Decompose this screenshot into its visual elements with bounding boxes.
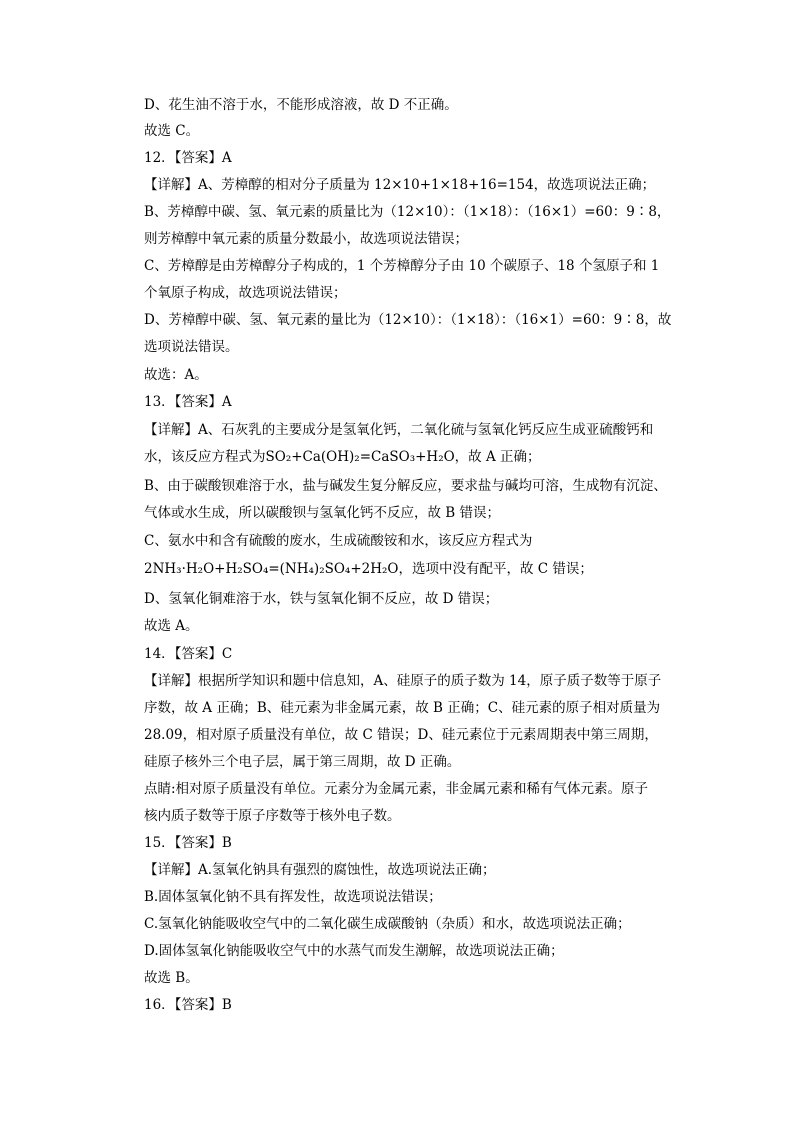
answer-heading: 13．【答案】A <box>144 394 232 410</box>
text-line: C、氨水中和含有硫酸的废水，生成硫酸铵和水，该反应方程式为 <box>144 533 533 549</box>
equation-line: 2NH₃·H₂O+H₂SO₄=(NH₄)₂SO₄+2H₂O，选项中没有配平，故 C 错误； <box>144 561 593 577</box>
text-line: B.固体氢氧化钠不具有挥发性，故选项说法错误； <box>144 889 442 905</box>
answer-heading: 14．【答案】C <box>144 646 233 662</box>
equation-line: 水，该反应方程式为SO₂+Ca(OH)₂=CaSO₃+H₂O，故 A 正确； <box>144 449 541 465</box>
answer-heading: 16．【答案】B <box>144 997 232 1013</box>
text-line: 故选 A。 <box>144 618 199 634</box>
text-line: 故选 B。 <box>144 970 199 986</box>
text-line: C、芳樟醇是由芳樟醇分子构成的，1 个芳樟醇分子由 10 个碳原子、18 个氢原子和 1 <box>144 258 660 274</box>
text-line: 【详解】根据所学知识和题中信息知，A、硅原子的质子数为 14，原子质子数等于原子 <box>144 673 662 689</box>
text-line: 【详解】A.氢氧化钠具有强烈的腐蚀性，故选项说法正确； <box>144 862 496 878</box>
text-line: 序数，故 A 正确；B、硅元素为非金属元素，故 B 正确；C、硅元素的原子相对质量为 <box>144 700 661 716</box>
text-line: D.固体氢氧化钠能吸收空气中的水蒸气而发生潮解，故选项说法正确； <box>144 943 564 959</box>
answer-heading: 12．【答案】A <box>144 150 232 166</box>
text-line: 【详解】A、石灰乳的主要成分是氢氧化钙，二氧化硫与氢氧化钙反应生成亚硫酸钙和 <box>144 422 654 438</box>
text-line: 【详解】A、芳樟醇的相对分子质量为 12×10+1×18+16=154，故选项说法正确； <box>144 177 656 193</box>
text-line: D、芳樟醇中碳、氢、氧元素的量比为（12×10）：（1×18）：（16×1）=60：9∶8，故 <box>144 312 672 328</box>
text-line: 个氧原子构成，故选项说法错误； <box>144 285 347 301</box>
text-line: 点睛:相对原子质量没有单位。元素分为金属元素，非金属元素和稀有气体元素。原子 <box>144 781 649 797</box>
text-line: 28.09，相对原子质量没有单位，故 C 错误；D、硅元素位于元素周期表中第三周期， <box>144 727 658 743</box>
text-line: D、氢氧化铜难溶于水，铁与氢氧化铜不反应，故 D 错误； <box>144 591 499 607</box>
answer-heading: 15．【答案】B <box>144 835 232 851</box>
text-line: 硅原子核外三个电子层，属于第三周期，故 D 正确。 <box>144 754 461 770</box>
text-line: 核内质子数等于原子序数等于核外电子数。 <box>144 808 401 824</box>
text-line: B、由于碳酸钡难溶于水，盐与碱发生复分解反应，要求盐与碱均可溶，生成物有沉淀、 <box>144 478 667 494</box>
text-line: C.氢氧化钠能吸收空气中的二氧化碳生成碳酸钠（杂质）和水，故选项说法正确； <box>144 916 631 932</box>
text-line: B、芳樟醇中碳、氢、氧元素的质量比为（12×10）：（1×18）：（16×1）=60：9∶8， <box>144 204 671 220</box>
text-line: D、花生油不溶于水，不能形成溶液，故 D 不正确。 <box>144 97 458 113</box>
text-line: 故选 C。 <box>144 123 200 139</box>
text-line: 选项说法错误。 <box>144 339 239 355</box>
text-line: 则芳樟醇中氧元素的质量分数最小，故选项说法错误； <box>144 231 468 247</box>
text-line: 气体或水生成，所以碳酸钡与氢氧化钙不反应，故 B 错误； <box>144 505 501 521</box>
text-line: 故选：A。 <box>144 367 208 383</box>
